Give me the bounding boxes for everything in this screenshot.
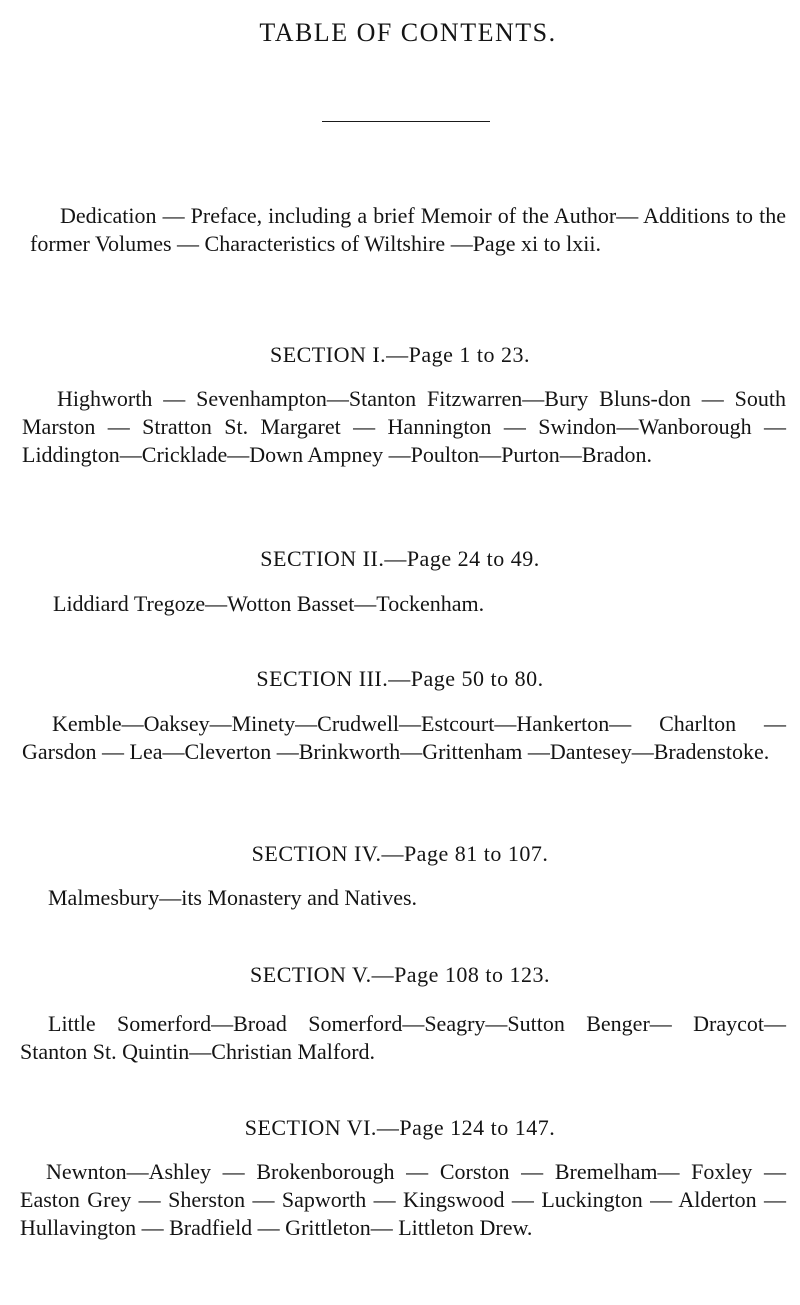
intro-paragraph: Dedication — Preface, including a brief Memoir of the Author— Additions to the former Volumes — Characteristics of Wiltshire —Page xi to lxii. [30,203,786,256]
section-1-heading: SECTION I.—Page 1 to 23. [269,342,531,367]
section-4-heading: SECTION IV.—Page 81 to 107. [251,841,549,866]
page-title: TABLE OF CONTENTS. [259,18,557,47]
section-2-places: Liddiard Tregoze—Wotton Basset—Tockenham. [53,591,485,616]
section-5-places: Little Somerford—Broad Somerford—Seagry—Sutton Benger— Draycot—Stanton St. Quintin—Christian Malford. [20,1011,786,1064]
section-4-places: Malmesbury—its Monastery and Natives. [48,885,418,910]
section-3-places: Kemble—Oaksey—Minety—Crudwell—Estcourt—Hankerton— Charlton — Garsdon — Lea—Cleverton —Brinkworth—Grittenham —Dantesey—Bradenstoke. [22,711,786,764]
section-2-heading: SECTION II.—Page 24 to 49. [260,546,540,571]
section-6-places: Newnton—Ashley — Brokenborough — Corston — Bremelham— Foxley — Easton Grey — Sherston — Sapworth — Kingswood — Luckington — Alderton — Hullavington — Bradfield — Grittleton— Littleton Drew. [20,1159,786,1240]
title-rule [322,121,490,122]
section-1-places: Highworth — Sevenhampton—Stanton Fitzwarren—Bury Bluns-don — South Marston — Stratton St. Margaret — Hannington — Swindon—Wanborough — Liddington—Cricklade—Down Ampney —Poulton—Purton—Bradon. [22,386,786,467]
section-6-heading: SECTION VI.—Page 124 to 147. [244,1115,556,1140]
section-3-heading: SECTION III.—Page 50 to 80. [256,666,544,691]
section-5-heading: SECTION V.—Page 108 to 123. [250,962,550,987]
